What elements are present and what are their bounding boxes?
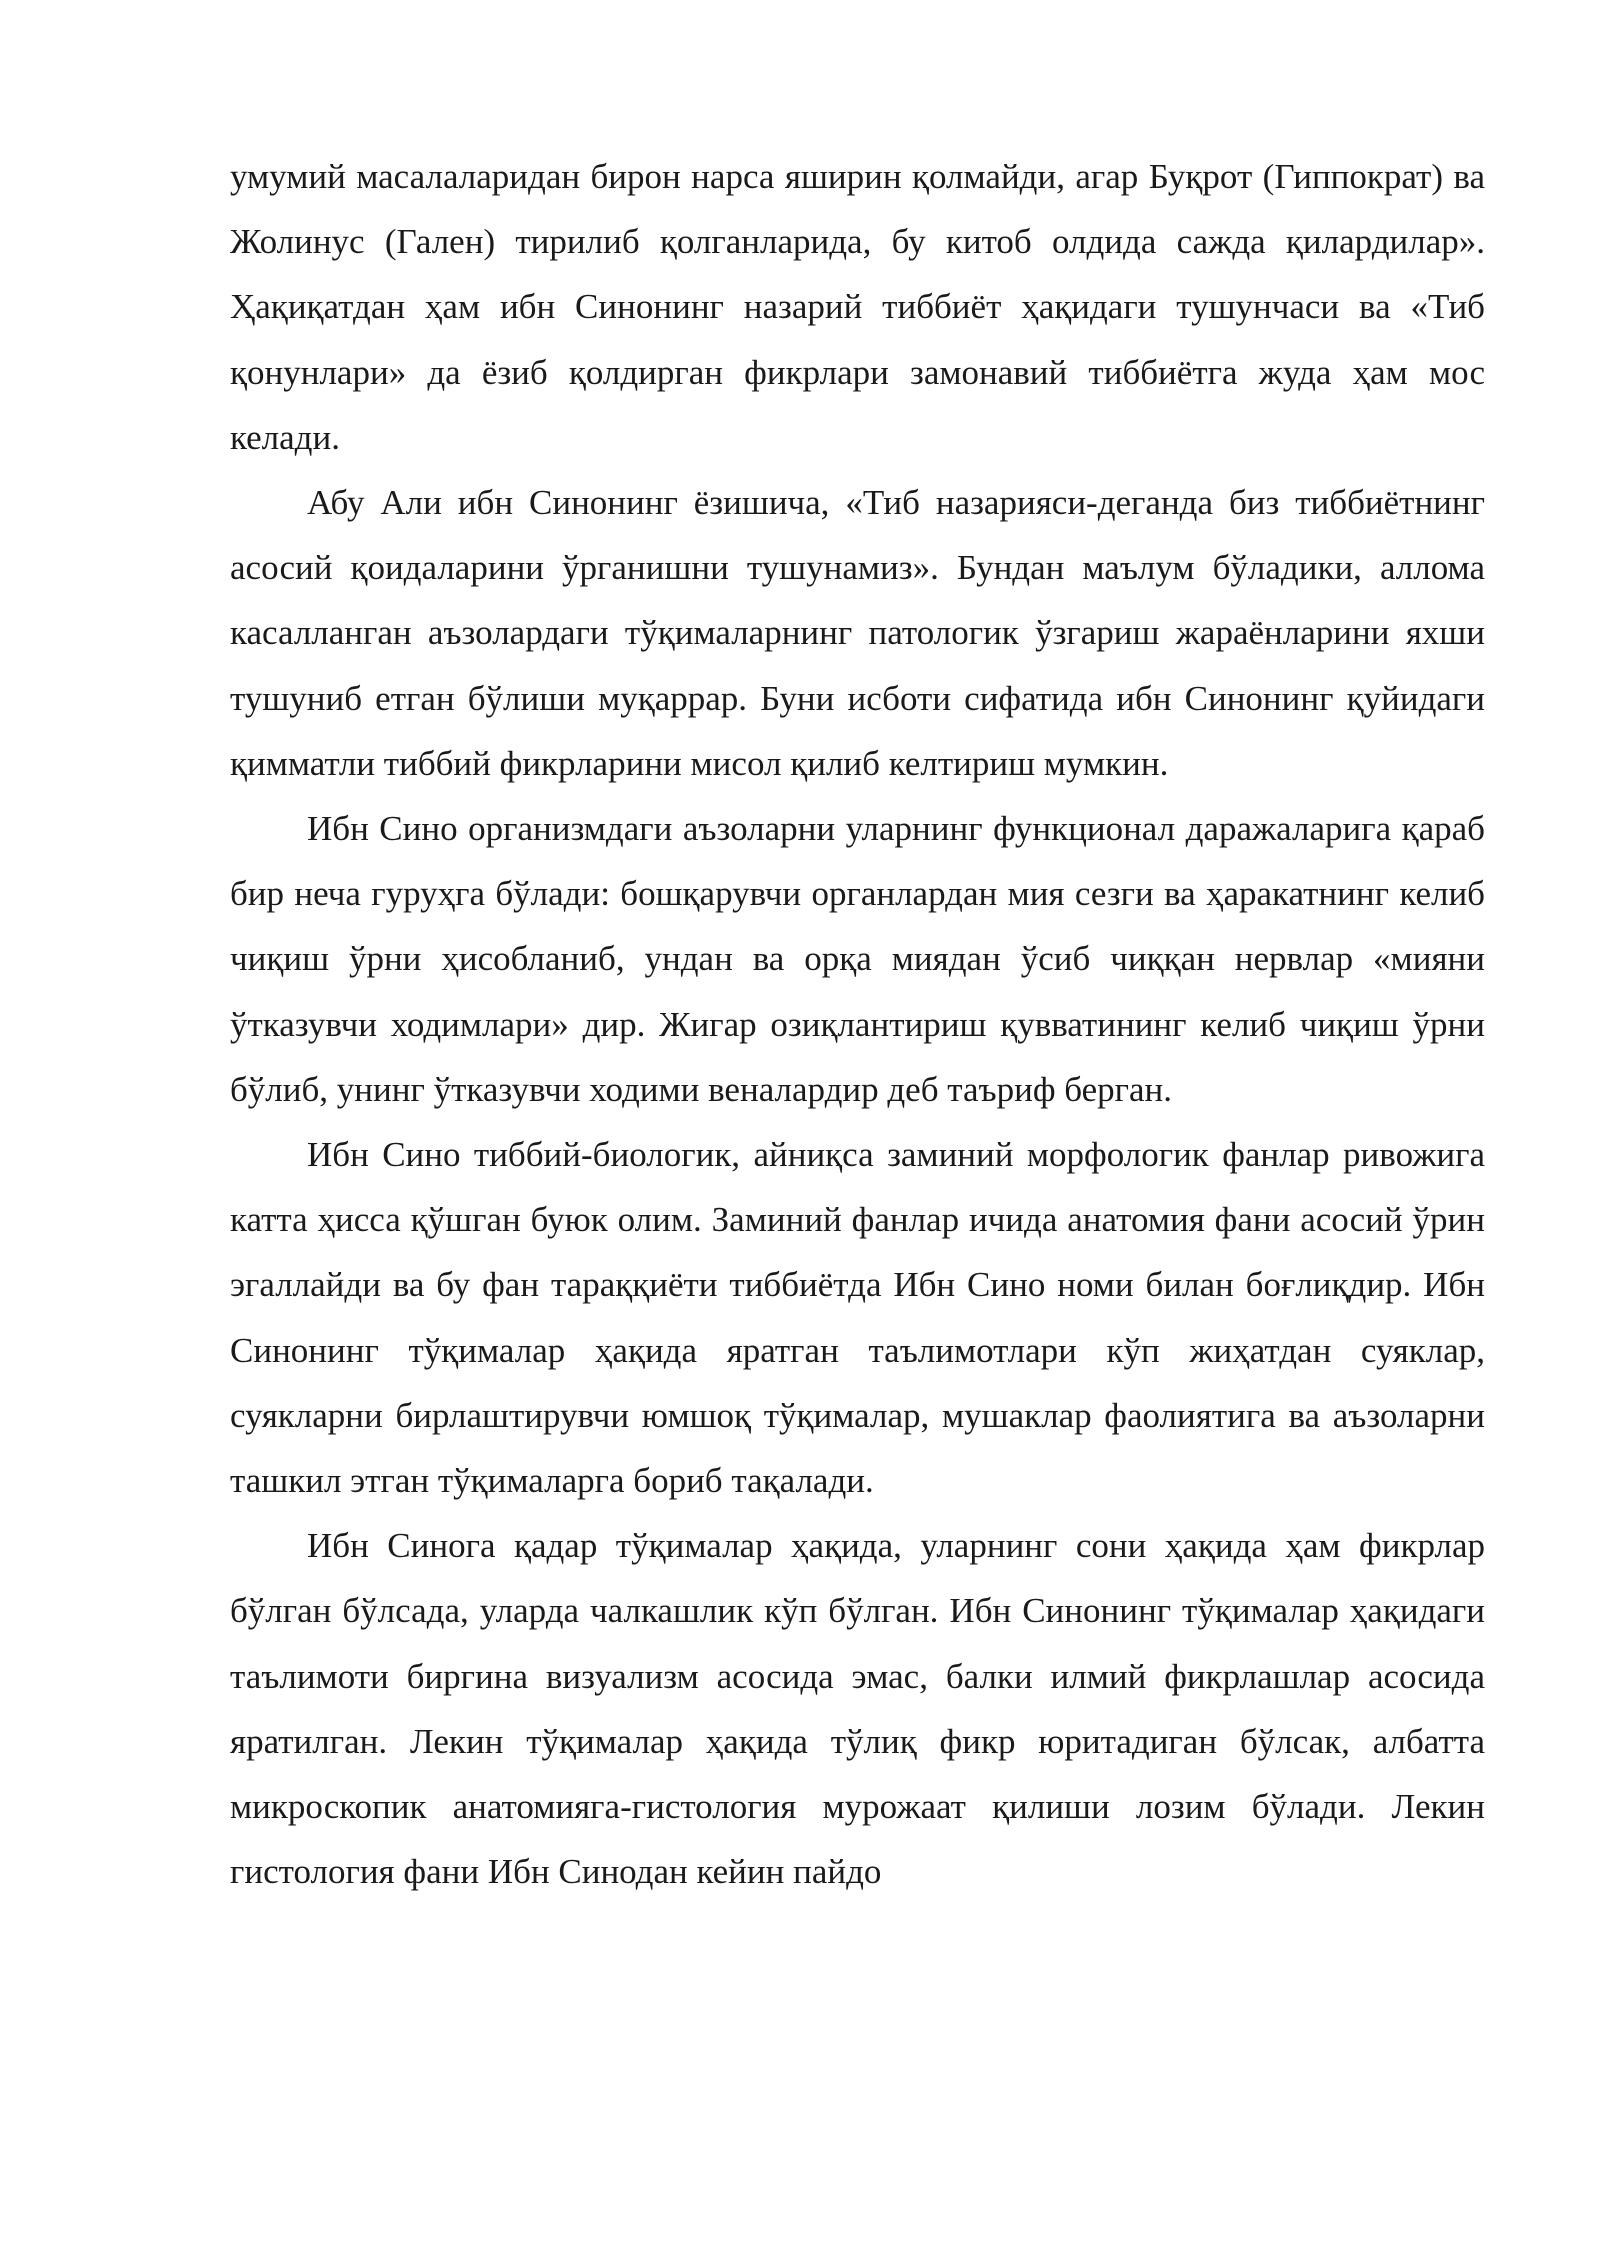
document-page (230, 144, 1485, 1904)
paragraph-3: Ибн Сино организмдаги аъзоларни уларнинг функционал даражаларига қараб бир неча гуруҳга бўлади: бошқарувчи органлардан мия сезги ва ҳаракатнинг келиб чиқиш ўрни ҳисобланиб, ундан ва орқа миядан ўсиб чиққан нервлар «мияни ўтказувчи ходимлари» дир. Жигар озиқлантириш қувватининг келиб чиқиш ўрни бўлиб, унинг ўтказувчи ходими веналардир деб таъриф берган. (230, 809, 1485, 1109)
paragraph-4: Ибн Сино тиббий-биологик, айниқса заминий морфологик фанлар ривожига катта ҳисса қўшган буюк олим. Заминий фанлар ичида анатомия фани асосий ўрин эгаллайди ва бу фан тараққиёти тиббиётда Ибн Сино номи билан боғлиқдир. Ибн Синонинг тўқималар ҳақида яратган таълимотлари кўп жиҳатдан суяклар, суякларни бирлаштирувчи юмшоқ тўқималар, мушаклар фаолиятига ва аъзоларни ташкил этган тўқималарга бориб тақалади. (230, 1135, 1485, 1501)
paragraph-5: Ибн Синога қадар тўқималар ҳақида, уларнинг сони ҳақида ҳам фикрлар бўлган бўлсада, уларда чалкашлик кўп бўлган. Ибн Синонинг тўқималар ҳақидаги таълимоти биргина визуализм асосида эмас, балки илмий фикрлашлар асосида яратилган. Лекин тўқималар ҳақида тўлиқ фикр юритадиган бўлсак, албатта микроскопик анатомияга-гистология мурожаат қилиши лозим бўлади. Лекин гистология фани Ибн Синодан кейин пайдо (230, 1526, 1485, 1892)
paragraph-1: умумий масалаларидан бирон нарса яширин қолмайди, агар Буқрот (Гиппократ) ва Жолинус (Гален) тирилиб қолганларида, бу китоб олдида сажда қилардилар». Ҳақиқатдан ҳам ибн Синонинг назарий тиббиёт ҳақидаги тушунчаси ва «Тиб қонунлари» да ёзиб қолдирган фикрлари замонавий тиббиётга жуда ҳам мос келади. (230, 157, 1485, 457)
paragraph-2: Абу Али ибн Синонинг ёзишича, «Тиб назарияси-деганда биз тиббиётнинг асосий қоидаларини ўрганишни тушунамиз». Бундан маълум бўладики, аллома касалланган аъзолардаги тўқималарнинг патологик ўзгариш жараёнларини яхши тушуниб етган бўлиши муқаррар. Буни исботи сифатида ибн Синонинг қуйидаги қимматли тиббий фикрларини мисол қилиб келтириш мумкин. (230, 483, 1485, 783)
